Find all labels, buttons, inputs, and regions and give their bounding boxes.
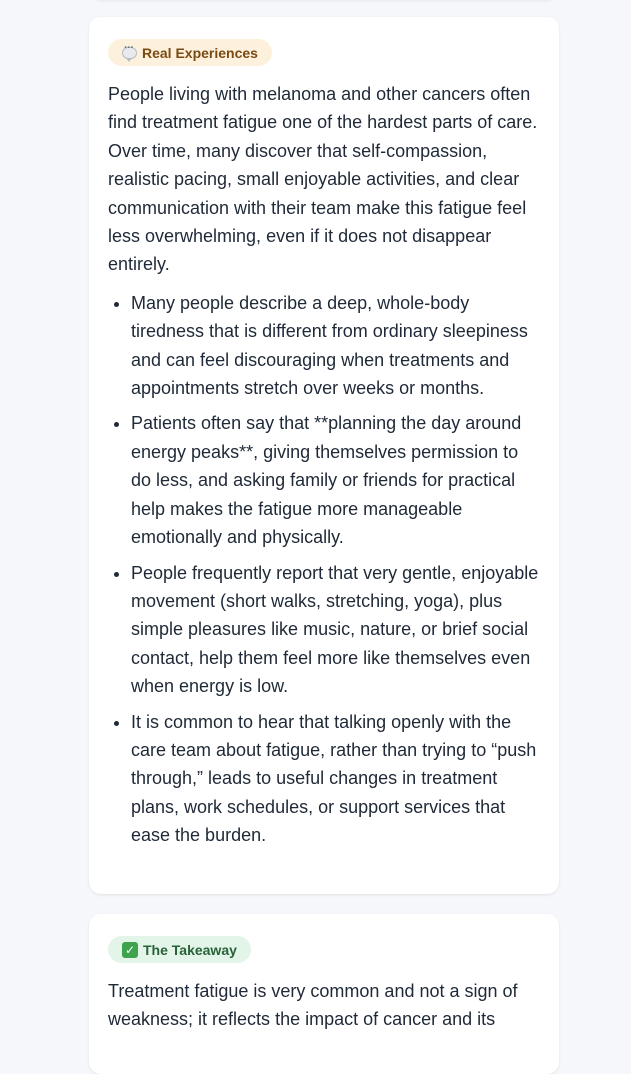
takeaway-text: Treatment fatigue is very common and not a sign of weakness; it reflects the impact of cancer and its bbox=[108, 981, 518, 1030]
real-experiences-badge bbox=[108, 39, 272, 66]
list-item: • It is common to hear that talking openly with the care team about fatigue, rather than trying to “push through,” leads to useful changes in treatment plans, work schedules, or support services that ease the burden. bbox=[131, 708, 540, 850]
check-mark-icon: ✓ bbox=[122, 942, 138, 958]
real-experiences-badge-label: Real Experiences bbox=[142, 44, 258, 61]
speech-bubble-icon bbox=[122, 47, 137, 59]
list-item: • Many people describe a deep, whole-body tiredness that is different from ordinary sleepiness and can feel discouraging when treatments and appointments stretch over weeks or months. bbox=[131, 289, 540, 403]
real-experiences-card bbox=[89, 17, 559, 894]
list-item: • People frequently report that very gentle, enjoyable movement (short walks, stretching, yoga), plus simple pleasures like music, nature, or brief social contact, help them feel more like themselves even when energy is low. bbox=[131, 559, 540, 701]
takeaway-card bbox=[89, 914, 559, 1074]
list-item: • Patients often say that **planning the day around energy peaks**, giving themselves permission to do less, and asking family or friends for practical help makes the fatigue more manageable emotionally and physically. bbox=[131, 409, 540, 551]
takeaway-badge-label: The Takeaway bbox=[143, 941, 237, 958]
experiences-list bbox=[108, 289, 540, 850]
takeaway-badge bbox=[108, 936, 251, 963]
experiences-intro: People living with melanoma and other cancers often find treatment fatigue one of the hardest parts of care. Over time, many discover that self-compassion, realistic pacing, small enjoyable activities, and clear communication with their team make this fatigue feel less overwhelming, even if it does not disappear entirely. bbox=[108, 84, 538, 275]
